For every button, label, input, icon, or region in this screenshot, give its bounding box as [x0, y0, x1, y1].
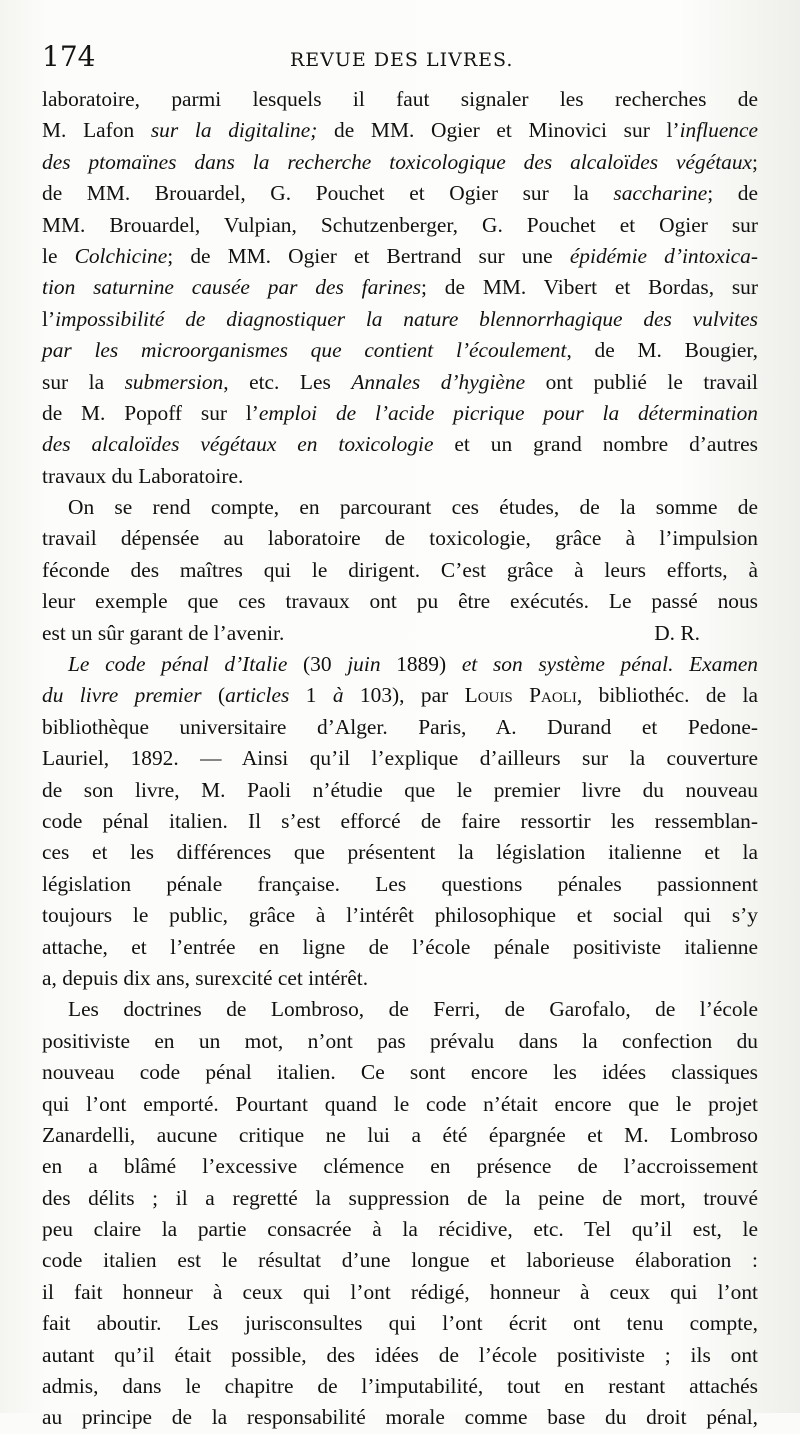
- italic-text: des ptomaïnes dans la recherche toxicologique des alcaloïdes végétaux: [42, 149, 753, 174]
- text-segment: au principe de la responsabilité morale comme base du droit pénal,: [42, 1405, 758, 1430]
- text-segment: leur exemple que ces travaux ont pu être exécutés. Le passé nous: [42, 589, 758, 614]
- body-text: [42, 84, 758, 1434]
- italic-text: emploi de l’acide picrique pour la détermination: [258, 400, 758, 425]
- text-line: [42, 618, 758, 649]
- text-line: [42, 837, 758, 868]
- text-segment: 1889): [380, 652, 462, 677]
- italic-text: et son système pénal. Examen: [461, 652, 759, 677]
- text-line: [42, 649, 758, 680]
- text-line: [42, 1277, 758, 1308]
- text-line: [42, 367, 758, 398]
- text-segment: On se rend compte, en parcourant ces études, de la somme de: [68, 495, 758, 520]
- text-segment: code italien est le résultat d’une longue et laborieuse élaboration :: [42, 1248, 758, 1273]
- italic-text: impossibilité de diagnostiquer la nature blennorrhagique des vulvites: [55, 306, 758, 331]
- italic-text: sur la digitaline;: [150, 118, 318, 143]
- text-line: [42, 335, 758, 366]
- text-line: [42, 1026, 758, 1057]
- text-segment: qui l’ont emporté. Pourtant quand le code n’était encore que le projet: [42, 1091, 758, 1116]
- text-line: [42, 1057, 758, 1088]
- text-line: [42, 1151, 758, 1182]
- text-line: [42, 806, 758, 837]
- text-line: [42, 1089, 758, 1120]
- italic-text: tion saturnine causée par des farines: [42, 275, 422, 300]
- text-line: [42, 523, 758, 554]
- review-signature: D. R.: [654, 620, 700, 645]
- text-segment: de MM. Ogier et Minovici sur l’: [317, 118, 680, 143]
- italic-text: Annales d’hygiène: [351, 369, 526, 394]
- italic-text: à: [332, 683, 344, 708]
- text-line: [42, 869, 758, 900]
- text-segment: féconde des maîtres qui le dirigent. C’est grâce à leurs efforts, à: [42, 557, 758, 582]
- text-segment: Les doctrines de Lombroso, de Ferri, de Garofalo, de l’école: [68, 997, 758, 1022]
- text-segment: ;: [752, 149, 758, 174]
- text-segment: est un sûr garant de l’avenir.: [42, 620, 285, 645]
- text-segment: de M. Popoff sur l’: [42, 400, 259, 425]
- text-line: [42, 147, 758, 178]
- italic-text: articles: [225, 683, 290, 708]
- text-segment: 103), par: [343, 683, 465, 708]
- text-segment: en a blâmé l’excessive clémence en présence de l’accroissement: [42, 1154, 758, 1179]
- text-line: [42, 555, 758, 586]
- text-segment: travail dépensée au laboratoire de toxicologie, grâce à l’impulsion: [42, 526, 758, 551]
- text-line: [42, 1371, 758, 1402]
- italic-text: saccharine: [613, 181, 708, 206]
- text-line: [42, 1245, 758, 1276]
- running-head: REVUE DES LIVRES.: [290, 49, 514, 71]
- text-segment: ; de: [707, 181, 758, 206]
- text-line: [42, 994, 758, 1025]
- text-segment: ; de MM. Vibert et Bordas, sur: [421, 275, 759, 300]
- text-line: [42, 178, 758, 209]
- text-segment: bibliothèque universitaire d’Alger. Paris, A. Durand et Pedone-: [42, 714, 758, 739]
- text-line: [42, 241, 758, 272]
- text-segment: sur la: [42, 369, 125, 394]
- text-segment: positiviste en un mot, n’ont pas prévalu dans la confection du: [42, 1028, 758, 1053]
- text-segment: législation pénale française. Les questions pénales passionnent: [42, 871, 758, 896]
- text-line: [42, 461, 758, 492]
- author-name: Louis Paoli: [464, 683, 577, 708]
- text-segment: (: [201, 683, 226, 708]
- italic-text: des alcaloïdes végétaux en toxicologie: [42, 432, 434, 457]
- text-line: [42, 963, 758, 994]
- text-line: [42, 900, 758, 931]
- text-segment: laboratoire, parmi lesquels il faut signaler les recherches de: [42, 87, 758, 111]
- text-segment: ont publié le travail: [525, 369, 759, 394]
- italic-text: juin: [347, 652, 381, 677]
- italic-text: Le code pénal d’Italie: [68, 652, 288, 677]
- italic-text: épidémie d’intoxica-: [569, 243, 758, 268]
- text-segment: a, depuis dix ans, surexcité cet intérêt.: [42, 965, 369, 990]
- text-segment: de son livre, M. Paoli n’étudie que le premier livre du nouveau: [42, 777, 758, 802]
- text-segment: Zanardelli, aucune critique ne lui a été épargnée et M. Lombroso: [42, 1122, 758, 1147]
- text-line: [42, 586, 758, 617]
- text-line: [42, 492, 758, 523]
- text-segment: M. Lafon: [42, 118, 151, 143]
- text-line: [42, 1120, 758, 1151]
- text-segment: toujours le public, grâce à l’intérêt philosophique et social qui s’y: [42, 903, 758, 928]
- text-segment: des délits ; il a regretté la suppression de la peine de mort, trouvé: [42, 1185, 758, 1210]
- text-line: [42, 304, 758, 335]
- text-line: [42, 84, 758, 115]
- text-segment: ces et les différences que présentent la législation italienne et la: [42, 840, 758, 865]
- italic-text: submersion: [124, 369, 224, 394]
- text-segment: (30: [287, 652, 348, 677]
- text-segment: travaux du Laboratoire.: [42, 463, 244, 488]
- text-segment: 1: [289, 683, 333, 708]
- text-segment: autant qu’il était possible, des idées de l’école positiviste ; ils ont: [42, 1342, 758, 1367]
- text-line: [42, 712, 758, 743]
- text-line: [42, 1308, 758, 1339]
- text-segment: et un grand nombre d’autres: [433, 432, 758, 457]
- italic-text: Colchicine: [74, 243, 168, 268]
- text-segment: admis, dans le chapitre de l’imputabilité, tout en restant attachés: [42, 1374, 758, 1399]
- italic-text: par les microorganismes que contient l’écoulement: [42, 338, 567, 363]
- text-line: [42, 272, 758, 303]
- text-segment: peu claire la partie consacrée à la récidive, etc. Tel qu’il est, le: [42, 1217, 758, 1242]
- text-segment: , bibliothéc. de la: [576, 683, 758, 708]
- text-segment: nouveau code pénal italien. Ce sont encore les idées classiques: [42, 1060, 758, 1085]
- text-segment: le: [42, 243, 75, 268]
- text-segment: ; de MM. Ogier et Bertrand sur une: [167, 243, 570, 268]
- text-line: [42, 1183, 758, 1214]
- text-segment: l’: [42, 306, 56, 331]
- text-line: [42, 115, 758, 146]
- text-line: [42, 680, 758, 711]
- italic-text: du livre premier: [42, 683, 202, 708]
- page-number: 174: [42, 40, 96, 73]
- text-segment: MM. Brouardel, Vulpian, Schutzenberger, G. Pouchet et Ogier sur: [42, 212, 758, 237]
- text-segment: Lauriel, 1892. — Ainsi qu’il l’explique d’ailleurs sur la couverture: [42, 746, 758, 771]
- text-line: [42, 1340, 758, 1371]
- text-line: [42, 932, 758, 963]
- text-segment: attache, et l’entrée en ligne de l’école pénale positiviste italienne: [42, 934, 758, 959]
- text-segment: , etc. Les: [223, 369, 352, 394]
- text-segment: fait aboutir. Les jurisconsultes qui l’ont écrit ont tenu compte,: [42, 1311, 758, 1336]
- text-segment: il fait honneur à ceux qui l’ont rédigé, honneur à ceux qui l’ont: [42, 1279, 758, 1304]
- text-line: [42, 743, 758, 774]
- text-segment: , de M. Bougier,: [566, 338, 758, 363]
- text-line: [42, 1402, 758, 1433]
- text-line: [42, 1214, 758, 1245]
- text-line: [42, 429, 758, 460]
- text-segment: code pénal italien. Il s’est efforcé de faire ressortir les ressemblan-: [42, 808, 758, 833]
- text-line: [42, 775, 758, 806]
- italic-text: influence: [679, 118, 758, 143]
- text-segment: de MM. Brouardel, G. Pouchet et Ogier sur la: [42, 181, 614, 206]
- text-line: [42, 210, 758, 241]
- text-line: [42, 398, 758, 429]
- page-header: [42, 38, 758, 78]
